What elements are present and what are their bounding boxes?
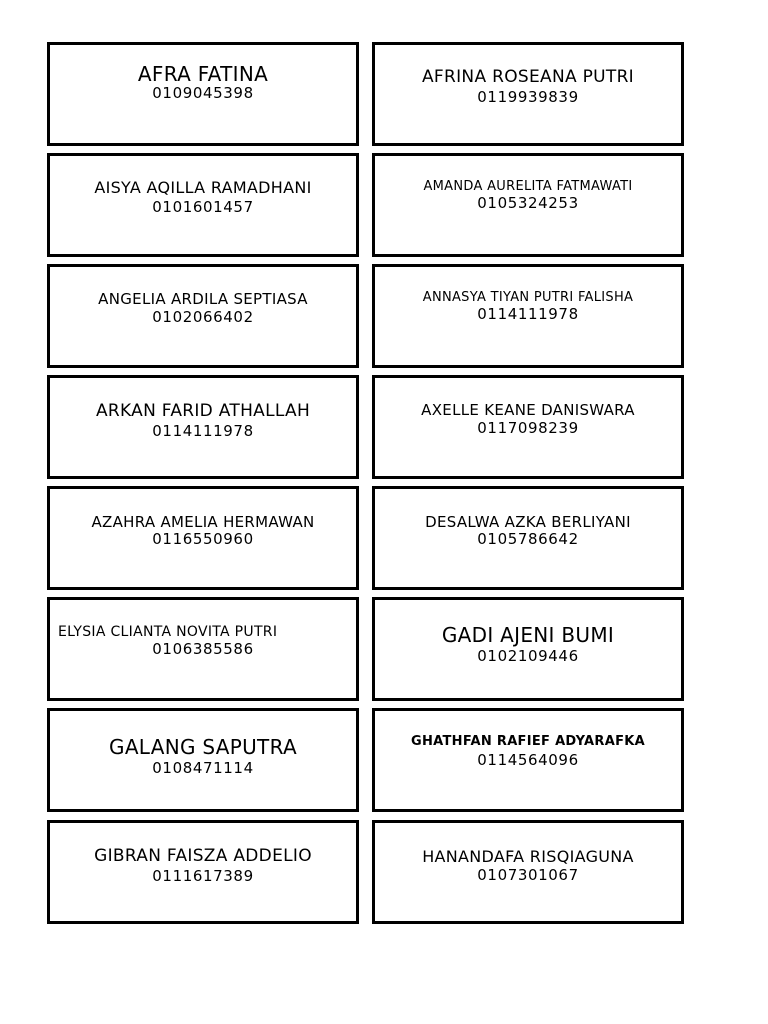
name-card <box>47 153 359 257</box>
student-id: 0116550960 <box>152 530 254 548</box>
student-id: 0114111978 <box>477 305 579 323</box>
student-name: ANGELIA ARDILA SEPTIASA <box>98 290 308 308</box>
student-name: ARKAN FARID ATHALLAH <box>95 401 311 421</box>
student-name: ELYSIA CLIANTA NOVITA PUTRI <box>58 624 278 640</box>
name-card <box>47 597 359 701</box>
name-card <box>372 597 684 701</box>
student-id: 0117098239 <box>477 419 579 437</box>
name-card <box>372 820 684 924</box>
student-id: 0107301067 <box>477 866 579 884</box>
student-name: AMANDA AURELITA FATMAWATI <box>423 179 633 194</box>
student-name: GHATHFAN RAFIEF ADYARAFKA <box>410 734 645 749</box>
student-name: AZAHRA AMELIA HERMAWAN <box>91 513 315 531</box>
student-name: HANANDAFA RISQIAGUNA <box>422 847 634 866</box>
student-id: 0114111978 <box>152 422 254 440</box>
name-card <box>47 708 359 812</box>
student-name: GADI AJENI BUMI <box>441 623 615 647</box>
student-id: 0106385586 <box>152 640 254 658</box>
student-name: AFRA FATINA <box>137 62 269 86</box>
student-id: 0105324253 <box>477 194 579 212</box>
student-id: 0105786642 <box>477 530 579 548</box>
student-name: AXELLE KEANE DANISWARA <box>421 401 635 419</box>
student-name: DESALWA AZKA BERLIYANI <box>425 513 631 531</box>
student-id: 0102109446 <box>477 647 579 665</box>
student-name: AISYA AQILLA RAMADHANI <box>94 178 312 197</box>
name-card <box>372 42 684 146</box>
student-name: AFRINA ROSEANA PUTRI <box>422 67 634 87</box>
student-id: 0119939839 <box>477 88 579 106</box>
name-card <box>372 486 684 590</box>
name-card <box>372 153 684 257</box>
student-id: 0101601457 <box>152 198 254 216</box>
name-card <box>47 486 359 590</box>
name-card <box>47 264 359 368</box>
student-name: ANNASYA TIYAN PUTRI FALISHA <box>422 290 634 305</box>
name-card <box>372 708 684 812</box>
student-id: 0102066402 <box>152 308 254 326</box>
student-id: 0111617389 <box>152 867 254 885</box>
name-card <box>47 42 359 146</box>
name-card <box>372 264 684 368</box>
student-name: GIBRAN FAISZA ADDELIO <box>94 846 312 866</box>
student-id: 0114564096 <box>477 751 579 769</box>
student-name: GALANG SAPUTRA <box>109 735 297 759</box>
student-id: 0109045398 <box>152 84 254 102</box>
name-card <box>47 820 359 924</box>
name-card <box>47 375 359 479</box>
name-card <box>372 375 684 479</box>
student-id: 0108471114 <box>152 759 254 777</box>
